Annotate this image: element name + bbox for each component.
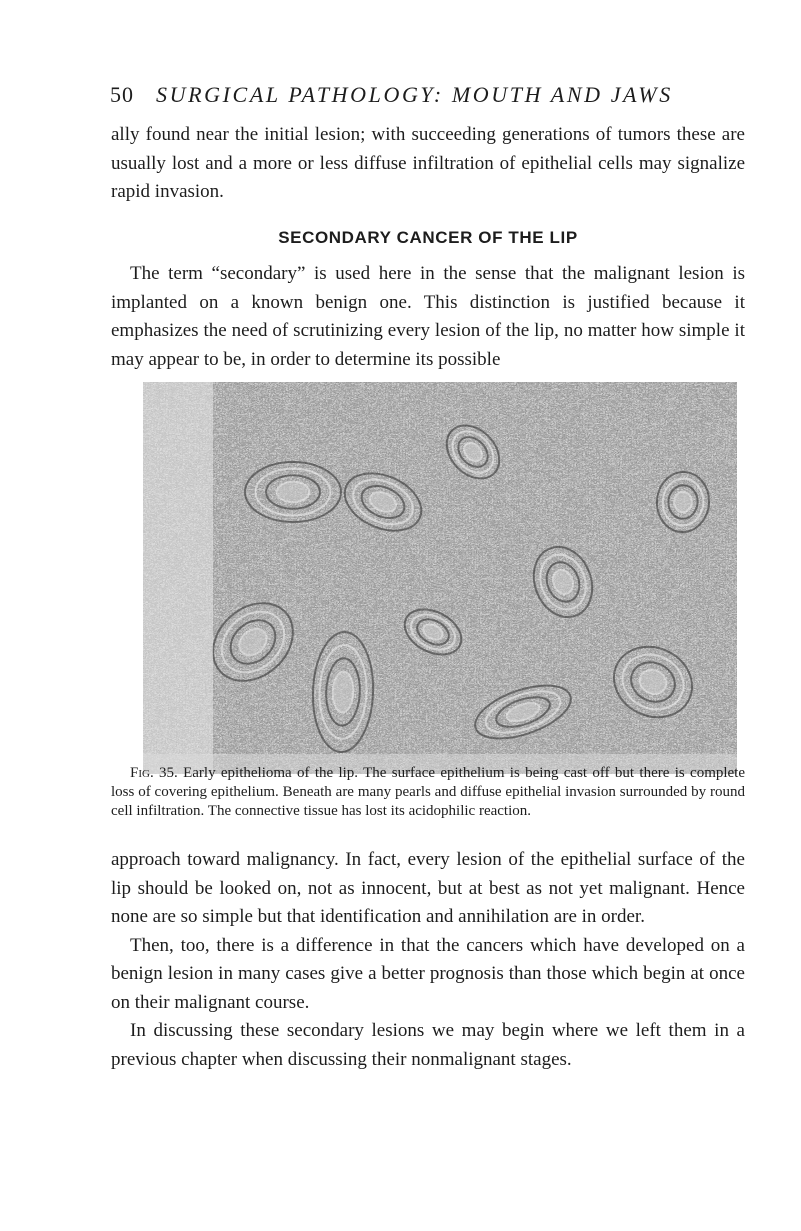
caption-text: Early epithelioma of the lip. The surface epithelium is being cast off but there is complete loss of covering epithelium. Beneath are many pearls and diffuse epithelial invasion surrounded by round cell infiltration. The connective tissue has lost its acidophilic reaction. (111, 765, 746, 819)
section-heading: SECONDARY CANCER OF THE LIP (278, 228, 578, 247)
body-paragraphs-after-figure (111, 846, 745, 1074)
figure-caption (111, 764, 745, 821)
paragraph-text: approach toward malignancy. In fact, every lesion of the epithelial surface of the lip should be looked on, not as innocent, but at best as not yet malignant. Hence none are so simple but that identification and annihilation are in order. (111, 849, 745, 927)
paragraph-text: In discussing these secondary lesions we may begin where we left them in a previous chapter when discussing their nonmalignant stages. (111, 1020, 745, 1070)
page-header (110, 82, 750, 108)
pearl-whorl (332, 671, 354, 712)
histology-micrograph (143, 382, 737, 774)
paragraph-text: ally found near the initial lesion; with succeeding generations of tumors these are usually lost and a more or less diffuse infiltration of epithelial cells may signalize rapid invasion. (111, 124, 745, 202)
figure-label: Fig. 35. (130, 765, 178, 781)
paragraph-text: Then, too, there is a difference in that the cancers which have developed on a benign lesion in many cases give a better prognosis than those which begin at once on their malignant course. (111, 934, 745, 1013)
body-paragraph (111, 260, 745, 374)
body-paragraph-continued (111, 121, 745, 207)
left-light-margin (143, 382, 213, 774)
page-number: 50 (110, 82, 134, 107)
paragraph-text: The term “secondary” is used here in the sense that the malignant lesion is implanted on a known benign one. This distinction is justified because it emphasizes the need of scrutinizing every lesion of the lip, no matter how simple it may appear to be, in order to determine its possible (111, 263, 745, 370)
pearl-whorl (673, 491, 692, 513)
pearl-whorl (277, 482, 310, 502)
running-title: SURGICAL PATHOLOGY: MOUTH AND JAWS (156, 82, 673, 107)
